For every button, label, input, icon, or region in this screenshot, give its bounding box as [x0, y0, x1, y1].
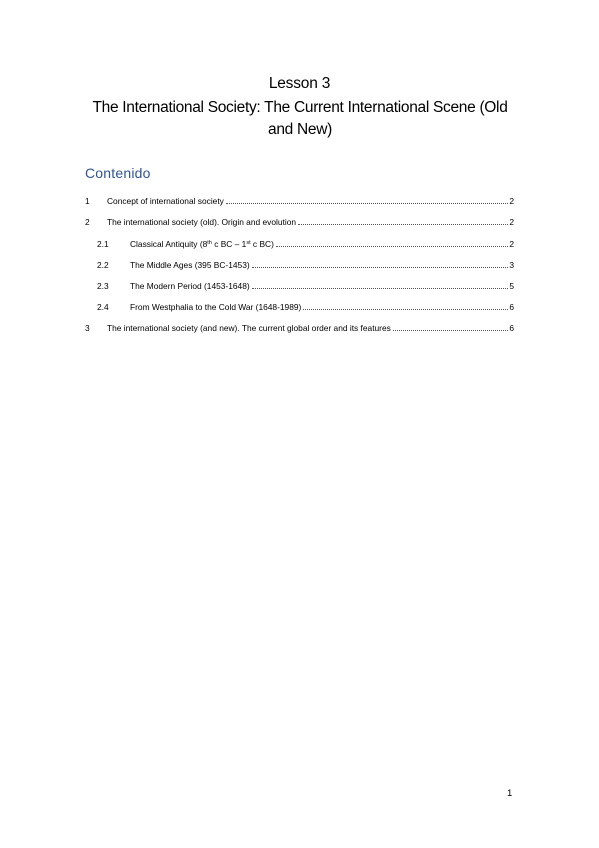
toc-leader-dots	[276, 245, 508, 247]
toc-leader-dots	[252, 266, 509, 268]
toc-entry-number: 2.4	[97, 302, 109, 313]
toc-entry[interactable]	[85, 271, 514, 292]
toc-entry[interactable]	[85, 186, 514, 207]
toc-entry-number: 3	[85, 323, 90, 334]
toc-leader-dots	[252, 287, 509, 289]
ordinal-suffix: th	[207, 239, 212, 246]
toc-entry[interactable]	[85, 292, 514, 313]
toc-entry-label: Concept of international society	[107, 196, 224, 207]
toc-entry-label	[130, 238, 274, 250]
page-number: 1	[507, 788, 513, 799]
toc-entry-page: 6	[509, 323, 514, 334]
toc-entry-label: The Modern Period (1453-1648)	[130, 280, 250, 291]
toc-entry-page: 5	[509, 280, 514, 291]
toc-leader-dots	[393, 329, 509, 331]
toc-heading: Contenido	[85, 165, 151, 181]
toc-entry[interactable]	[85, 207, 514, 228]
toc-entry-label: The international society (old). Origin and evolution	[107, 217, 297, 228]
toc-entry-page: 2	[509, 238, 514, 249]
toc-leader-dots	[298, 223, 508, 225]
toc-entry-label: From Westphalia to the Cold War (1648-1989)	[130, 302, 302, 313]
toc-entry-number: 2	[85, 217, 90, 228]
toc-entry-label-part: c BC)	[250, 238, 274, 249]
table-of-contents	[85, 186, 514, 334]
toc-entry[interactable]	[85, 250, 514, 271]
ordinal-suffix: st	[246, 239, 251, 246]
toc-leader-dots	[303, 308, 508, 310]
toc-entry-page: 6	[509, 302, 514, 313]
toc-entry-number: 1	[85, 196, 90, 207]
toc-entry-label-part: Classical Antiquity (8	[130, 238, 208, 249]
toc-entry-number: 2.3	[97, 280, 109, 291]
toc-entry[interactable]	[85, 313, 514, 334]
toc-leader-dots	[226, 202, 508, 204]
document-title: The International Society: The Current International Scene (Old and New)	[92, 99, 508, 138]
toc-entry-page: 2	[509, 217, 514, 228]
toc-entry-label: The Middle Ages (395 BC-1453)	[130, 259, 250, 270]
toc-entry-page: 3	[509, 259, 514, 270]
toc-entry-number: 2.2	[97, 259, 109, 270]
toc-entry-label: The international society (and new). The current global order and its features	[107, 323, 391, 334]
toc-entry-page: 2	[509, 196, 514, 207]
toc-entry[interactable]	[85, 228, 514, 249]
lesson-title: Lesson 3	[268, 75, 331, 92]
toc-entry-number: 2.1	[97, 238, 109, 249]
toc-entry-label-part: c BC – 1	[211, 238, 247, 249]
